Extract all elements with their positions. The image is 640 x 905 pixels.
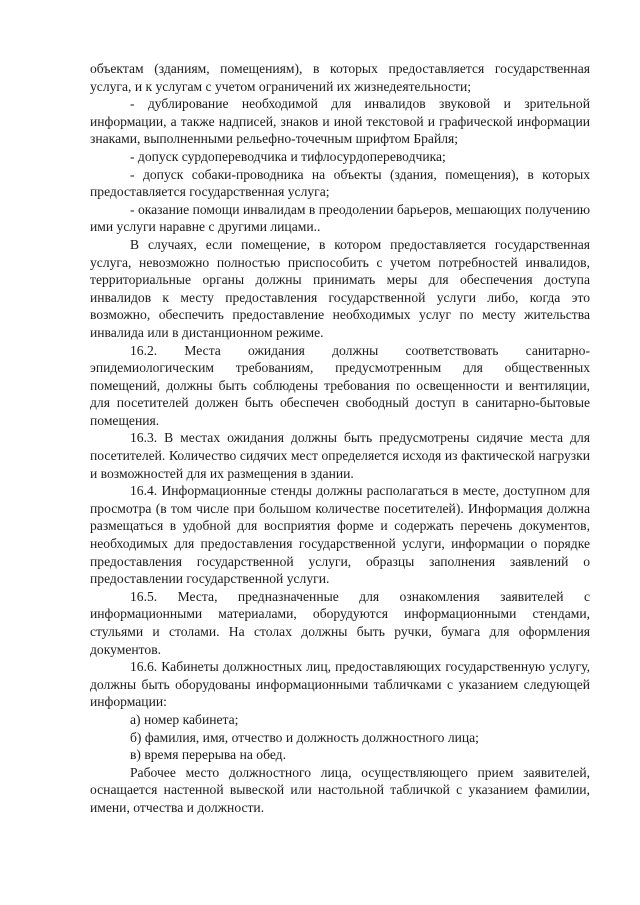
paragraph-continuation: объектам (зданиям, помещениям), в которых предоставляется государственная услуга, и к услугам с учетом ограничений их жизнедеятельности;	[90, 61, 590, 94]
list-item-sign-interpreter: - допуск сурдопереводчика и тифлосурдопереводчика;	[130, 148, 446, 164]
paragraph-16-3: 16.3. В местах ожидания должны быть предусмотрены сидячие места для посетителей. Количество сидячих мест определяется исходя из фактической нагрузки и возможностей для их размещения в здании.	[90, 430, 590, 481]
list-item-barrier-help: - оказание помощи инвалидам в преодолении барьеров, мешающих получению ими услуги наравне с другими лицами..	[90, 201, 590, 235]
paragraph-16-6: 16.6. Кабинеты должностных лиц, предоставляющих государственную услугу, должны быть оборудованы информационными табличками с указанием следующей информации:	[90, 659, 590, 710]
list-item-braille: - дублирование необходимой для инвалидов звуковой и зрительной информации, а также надписей, знаков и иной текстовой и графической информации знаками, выполненными рельефно-точечным шрифтом Брайля;	[90, 96, 590, 147]
document-page	[90, 60, 590, 817]
list-item-lunch-break: в) время перерыва на обед.	[130, 747, 286, 763]
paragraph-workplace: Рабочее место должностного лица, осуществляющего прием заявителей, оснащается настенной вывеской или настольной табличкой с указанием фамилии, имени, отчества и должности.	[90, 764, 590, 815]
list-item-name-position: б) фамилия, имя, отчество и должность должностного лица;	[130, 729, 479, 745]
paragraph-adaptation: В случаях, если помещение, в котором предоставляется государственная услуга, невозможно полностью приспособить с учетом потребностей инвалидов, территориальные органы должны принимать меры для обеспечения доступа инвалидов к месту предоставления государственной услуги либо, когда это возможно, обеспечить предоставление необходимых услуг по месту жительства инвалида или в дистанционном режиме.	[90, 236, 590, 340]
paragraph-16-4: 16.4. Информационные стенды должны располагаться в месте, доступном для просмотра (в том числе при большом количестве посетителей). Информация должна размещаться в удобной для восприятия форме и содержать перечень документов, необходимых для предоставления государственной услуги, информации о порядке предоставления государственной услуги, образцы заполнения заявлений о предоставлении государственной услуги.	[90, 483, 590, 587]
paragraph-16-2: 16.2. Места ожидания должны соответствовать санитарно-эпидемиологическим требованиям, предусмотренным для общественных помещений, должны быть соблюдены требования по освещенности и вентиляции, для посетителей должен быть обеспечен свободный доступ в санитарно-бытовые помещения.	[90, 342, 590, 428]
list-item-guide-dog: - допуск собаки-проводника на объекты (здания, помещения), в которых предоставляется государственная услуга;	[90, 166, 590, 200]
list-item-room-number: а) номер кабинета;	[130, 711, 239, 727]
paragraph-16-5: 16.5. Места, предназначенные для ознакомления заявителей с информационными материалами, оборудуются информационными стендами, стульями и столами. На столах должны быть ручки, бумага для оформления документов.	[90, 588, 590, 657]
